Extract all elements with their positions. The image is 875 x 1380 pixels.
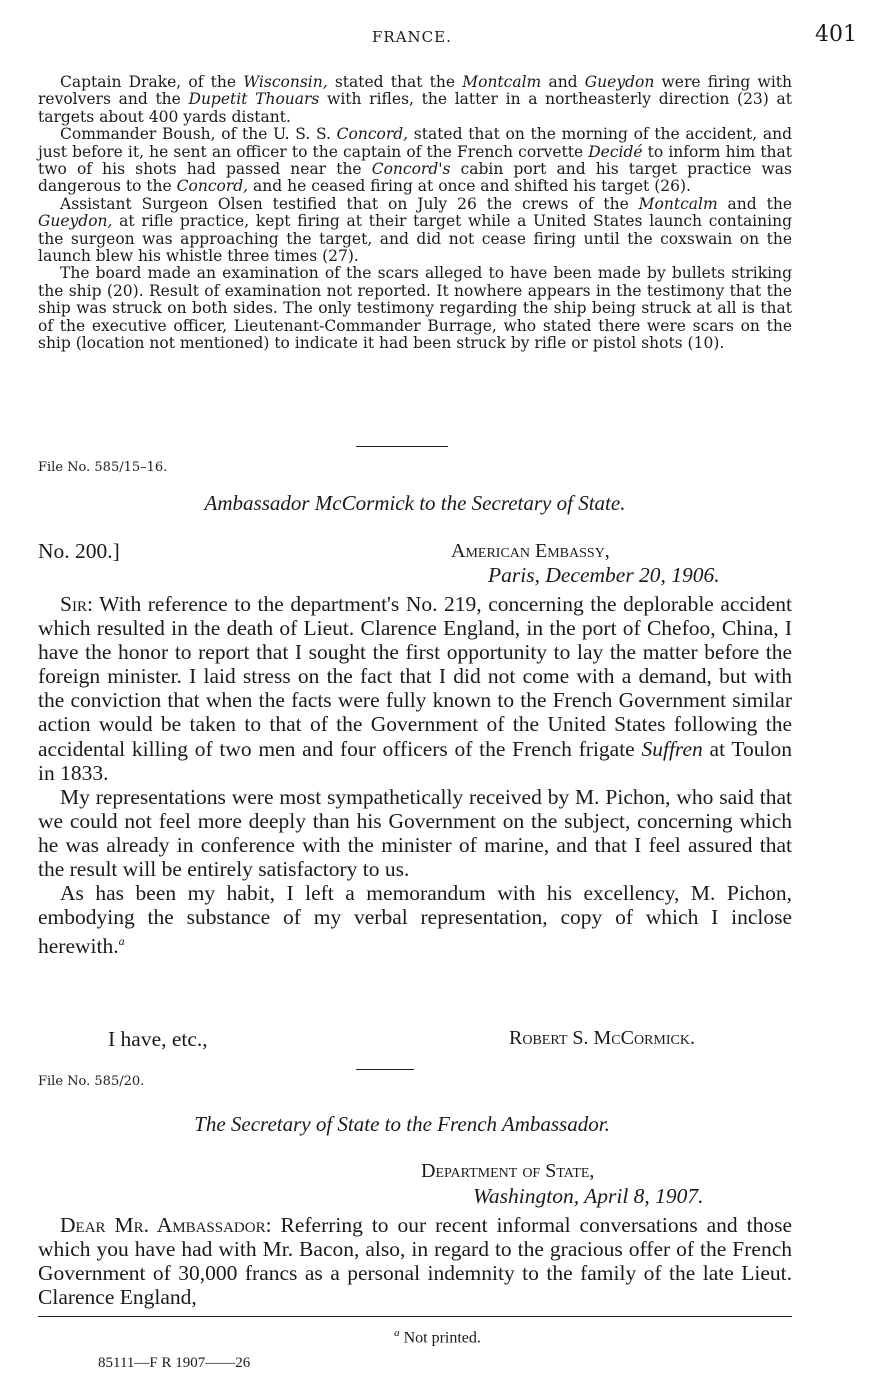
italic-name: Dupetit Thouars — [188, 90, 320, 109]
letter-body-2 — [38, 1213, 792, 1309]
page-header — [38, 22, 857, 50]
paragraph-boush: Commander Boush, of the U. S. S. Concord, stated that on the morning of the accident, and just before it, he sent an officer to the captain of the French corvette Decidé to inform him that two of his shots had passed near the Concord's cabin port and his target practice was dangerous to the Concord, and he ceased firing at once and shifted his target (26). — [38, 125, 792, 196]
dispatch-number: No. 200.] — [38, 539, 120, 563]
letter-date-1: Paris, December 20, 1906. — [488, 563, 720, 587]
letter-body-1 — [38, 592, 792, 959]
salutation-2: Dear Mr. Ambassador: — [60, 1213, 272, 1237]
file-number-2: File No. 585/20. — [38, 1074, 145, 1089]
sender-place-2: Department of State, — [421, 1160, 595, 1182]
letter1-paragraph-2: My representations were most sympathetically received by M. Pichon, who said that we could not feel more deeply than his Government on the subject, concerning which he was already in conference with the minister of marine, and that I feel assured that the result will be entirely satisfactory to us. — [38, 784, 792, 882]
section-divider — [356, 446, 448, 447]
letter-heading-1: Ambassador McCormick to the Secretary of State. — [204, 491, 626, 515]
page-number: 401 — [815, 22, 857, 47]
footnote-text: Not printed. — [403, 1329, 481, 1347]
italic-name: Concord's — [371, 160, 451, 179]
section-divider-2 — [356, 1069, 414, 1070]
footnote — [0, 1327, 875, 1347]
italic-name: Concord, — [176, 177, 249, 196]
paragraph-olsen: Assistant Surgeon Olsen testified that on July 26 the crews of the Montcalm and the Gueydon, at rifle practice, kept firing at their target while a United States launch containing the surgeon was approaching the target, and did not cease firing until the coxswain on the launch blew his whistle three times (27). — [38, 194, 792, 266]
running-title: FRANCE. — [372, 28, 452, 46]
footnote-ref: a — [118, 934, 125, 949]
italic-name: Decidé — [588, 142, 643, 161]
italic-name: Montcalm — [638, 194, 718, 213]
file-number-1: File No. 585/15–16. — [38, 460, 168, 475]
letter1-paragraph-1: Sir: With reference to the department's No. 219, concerning the deplorable accident which resulted in the death of Lieut. Clarence England, in the port of Chefoo, China, I have the honor to report that I sought the first opportunity to lay the matter before the foreign minister. I laid stress on the fact that I did not come with a demand, but with the conviction that when the facts were fully known to the French Government similar action would be taken to that of the Government of the United States following the accidental killing of two men and four officers of the French frigate Suffren at Toulon in 1833. — [38, 592, 792, 785]
footnote-rule — [38, 1316, 792, 1317]
italic-name: Montcalm — [462, 73, 542, 91]
signature-mccormick: Robert S. McCormick. — [509, 1027, 695, 1049]
italic-name: Wisconsin, — [243, 73, 328, 91]
salutation-1: Sir: — [60, 592, 93, 616]
printer-signature: 85111—F R 1907——26 — [98, 1355, 251, 1371]
letter1-paragraph-3: As has been my habit, I left a memorandum with his excellency, M. Pichon, embodying the substance of my verbal representation, copy of which I inclose herewith.$^a$ — [38, 881, 792, 959]
paragraph-drake: Captain Drake, of the Wisconsin, stated that the Montcalm and Gueydon were firing with revolvers and the Dupetit Thouars with rifles, the latter in a northeasterly direction (23) at targets about 400 yards distant. — [38, 73, 793, 126]
italic-name: Suffren — [641, 736, 703, 761]
testimony-summary — [38, 74, 792, 353]
italic-name: Concord, — [336, 125, 409, 144]
italic-name: Gueydon, — [38, 212, 113, 231]
footnote-marker: a — [394, 1327, 400, 1339]
closing: I have, etc., — [108, 1027, 208, 1051]
paragraph-board: The board made an examination of the scars alleged to have been made by bullets striking the ship (20). Result of examination not reported. It nowhere appears in the testimony that the ship was struck on both sides. The only testimony regarding the ship being struck at all is that of the executive officer, Lieutenant-Commander Burrage, who stated there were scars on the ship (location not mentioned) to indicate it had been struck by rifle or pistol shots (10). — [38, 264, 792, 353]
letter-date-2: Washington, April 8, 1907. — [473, 1184, 704, 1208]
sender-place-1: American Embassy, — [451, 540, 610, 562]
italic-name: Gueydon — [584, 73, 655, 91]
letter2-paragraph-1: Dear Mr. Ambassador: Referring to our recent informal conversations and those which you have had with Mr. Bacon, also, in regard to the gracious offer of the French Government of 30,000 francs as a personal indemnity to the family of the late Lieut. Clarence England, — [38, 1213, 793, 1310]
letter-heading-2: The Secretary of State to the French Ambassador. — [194, 1112, 610, 1136]
